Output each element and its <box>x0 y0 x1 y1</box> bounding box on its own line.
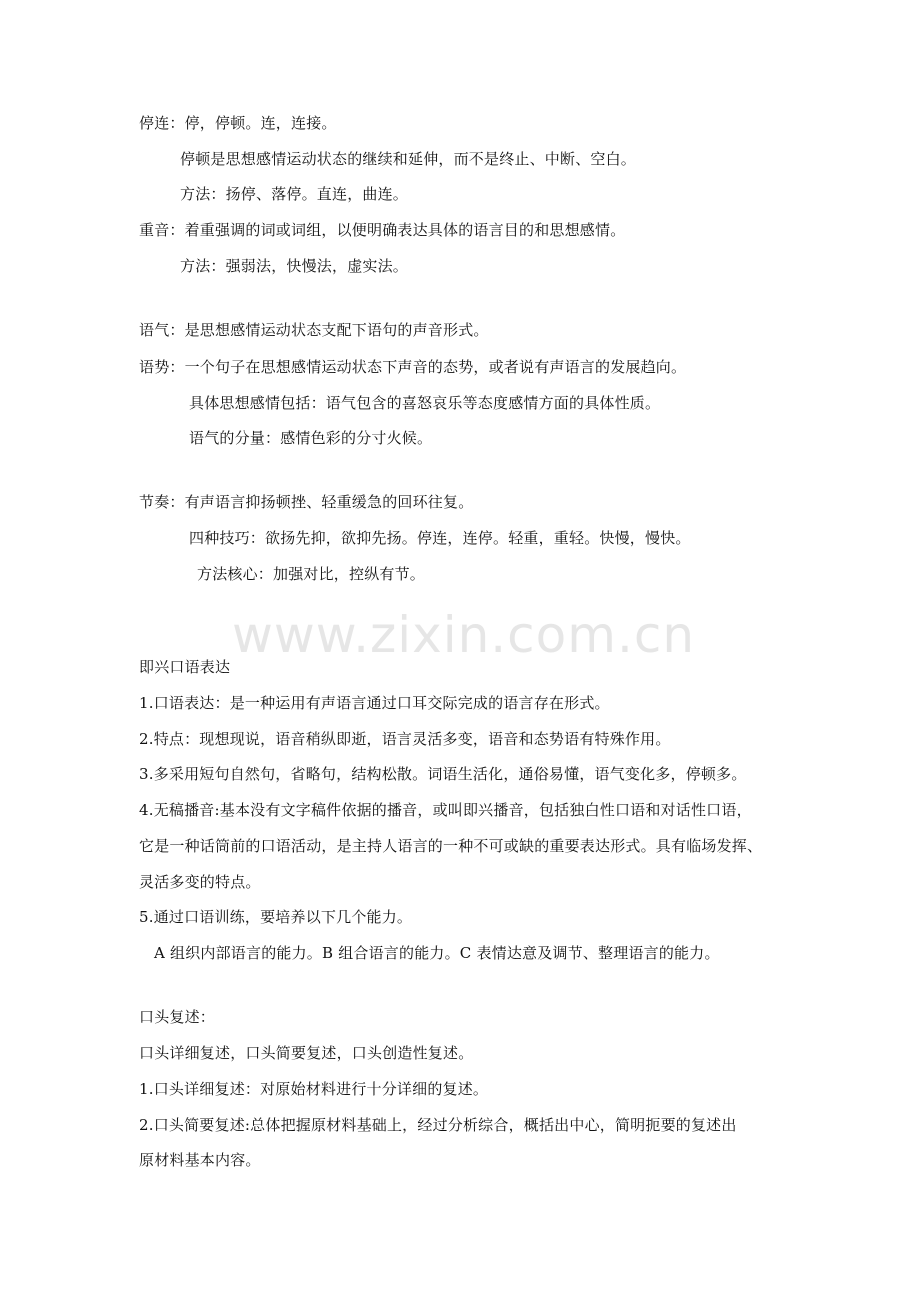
impromptu-item-5: 5.通过口语训练，要培养以下几个能力。 <box>139 908 413 926</box>
impromptu-item-3: 3.多采用短句自然句，省略句，结构松散。词语生活化，通俗易懂，语气变化多，停顿多。 <box>139 765 747 783</box>
impromptu-item-4-line-3: 灵活多变的特点。 <box>139 873 261 891</box>
impromptu-abilities: A 组织内部语言的能力。B 组合语言的能力。C 表情达意及调节、整理语言的能力。 <box>154 944 720 962</box>
pause-note: 停顿是思想感情运动状态的继续和延伸，而不是终止、中断、空白。 <box>180 150 637 168</box>
retelling-item-1: 1.口头详细复述：对原始材料进行十分详细的复述。 <box>139 1080 489 1098</box>
stress-method: 方法：强弱法，快慢法，虚实法。 <box>180 257 409 275</box>
impromptu-item-2: 2.特点：现想现说，语音稍纵即逝，语言灵活多变，语音和态势语有特殊作用。 <box>139 730 671 748</box>
stress-definition: 重音：着重强调的词或词组，以便明确表达具体的语言目的和思想感情。 <box>139 221 626 239</box>
retelling-item-2-line-2: 原材料基本内容。 <box>139 1151 261 1169</box>
impromptu-item-1: 1.口语表达：是一种运用有声语言通过口耳交际完成的语言存在形式。 <box>139 694 610 712</box>
rhythm-core: 方法核心：加强对比，控纵有节。 <box>197 565 426 583</box>
retelling-item-2-line-1: 2.口头简要复述:总体把握原材料基础上，经过分析综合，概括出中心，简明扼要的复述出 <box>139 1116 737 1134</box>
retelling-types: 口头详细复述，口头简要复述，口头创造性复述。 <box>139 1044 474 1062</box>
emotion-note: 具体思想感情包括：语气包含的喜怒哀乐等态度感情方面的具体性质。 <box>189 394 661 412</box>
impromptu-item-4-line-2: 它是一种话筒前的口语活动，是主持人语言的一种不可或缺的重要表达形式。具有临场发挥、 <box>139 837 763 855</box>
rhythm-techniques: 四种技巧：欲扬先抑，欲抑先扬。停连，连停。轻重，重轻。快慢，慢快。 <box>189 529 691 547</box>
tone-definition: 语气：是思想感情运动状态支配下语句的声音形式。 <box>139 321 489 339</box>
retelling-heading: 口头复述： <box>139 1008 216 1026</box>
weight-note: 语气的分量：感情色彩的分寸火候。 <box>189 429 433 447</box>
pause-definition: 停连：停，停顿。连，连接。 <box>139 114 337 132</box>
watermark: www.zixin.com.cn <box>232 606 696 664</box>
impromptu-item-4-line-1: 4.无稿播音:基本没有文字稿件依据的播音，或叫即兴播音，包括独白性口语和对话性口语， <box>139 801 752 819</box>
momentum-definition: 语势：一个句子在思想感情运动状态下声音的态势，或者说有声语言的发展趋向。 <box>139 358 687 376</box>
pause-method: 方法：扬停、落停。直连，曲连。 <box>180 185 409 203</box>
rhythm-definition: 节奏：有声语言抑扬顿挫、轻重缓急的回环往复。 <box>139 493 474 511</box>
impromptu-heading: 即兴口语表达 <box>139 658 231 676</box>
